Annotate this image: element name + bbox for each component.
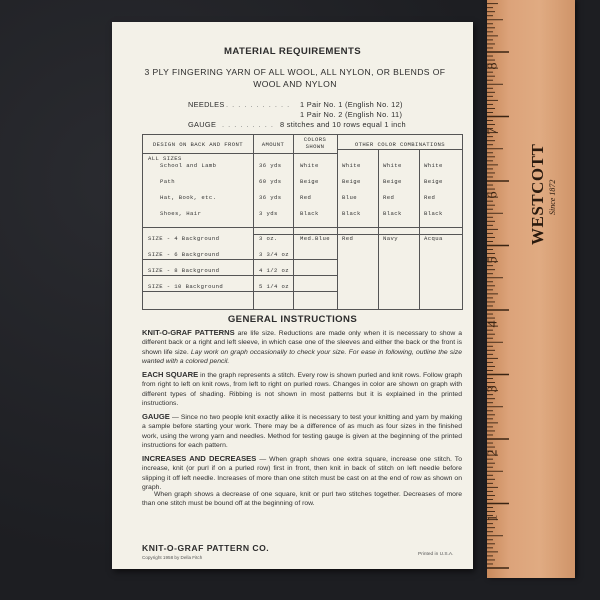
table-cell-design: Shoes, Hair xyxy=(160,210,202,217)
needles-value-2: 1 Pair No. 2 (English No. 11) xyxy=(300,110,403,119)
table-divider xyxy=(293,135,294,309)
paragraph-decreases xyxy=(142,490,462,509)
leader-dots: . . . . . . . . . xyxy=(222,120,274,129)
table-cell-color: Black xyxy=(424,210,443,217)
ruler-number: 4 xyxy=(485,320,501,328)
ruler-brand-logo xyxy=(528,143,558,245)
table-divider xyxy=(337,135,338,309)
paragraph-text: are life size. Reductions are made only when it is necessary to show a different back or a right and left sleeve, in which case one of the sleeves and either the back or the front is shown life size. xyxy=(142,330,462,356)
company-name: KNIT-O-GRAF PATTERN CO. xyxy=(142,543,270,553)
paragraph-text: When graph shows a decrease of one square, knit or purl two stitches together. Decreases of more than one stitch must be bound off at the beginning of row. xyxy=(142,491,462,508)
table-divider xyxy=(143,227,462,228)
table-divider xyxy=(253,135,254,309)
paragraph-patterns xyxy=(142,328,462,367)
header-amount: AMOUNT xyxy=(261,141,285,148)
header-other-colors: OTHER COLOR COMBINATIONS xyxy=(354,141,446,148)
leader-dots: . . . . . . . . . . . xyxy=(226,100,291,109)
ruler-number: 8 xyxy=(485,62,501,70)
table-cell-color: Red xyxy=(342,235,354,242)
table-cell-color: White xyxy=(383,162,402,169)
header-colors-shown: COLORS SHOWN xyxy=(303,136,327,150)
material-title: MATERIAL REQUIREMENTS xyxy=(223,46,362,57)
table-cell-amount: 3 3/4 oz xyxy=(259,251,290,258)
paragraph-text: in the graph represents a stitch. Every row is shown purled and knit rows. Follow graph from right to left on knit rows, from left to right on purled rows. Changes in color are shown on graph with different types of shading. Ribbing is not shown in most patterns but it is explained in the printed instructions. xyxy=(142,372,462,408)
gauge-line xyxy=(188,120,448,131)
paragraph-italic: Lay work on graph occasionally to check your size. For ease in following, outline the size wanted with a colored pencil. xyxy=(142,348,462,366)
table-cell-color: White xyxy=(342,162,361,169)
ruler-ticks xyxy=(487,0,575,578)
paragraph-increases xyxy=(142,454,462,493)
color-table xyxy=(142,134,463,310)
table-cell-color: Red xyxy=(300,194,312,201)
table-cell-design: School and Lamb xyxy=(160,162,217,169)
table-cell-color: Navy xyxy=(383,235,399,242)
table-cell-color: Red xyxy=(383,194,395,201)
ruler-number: 6 xyxy=(485,191,501,199)
brand-name: WESTCOTT xyxy=(528,143,547,245)
table-cell-amount: 60 yds xyxy=(259,178,282,185)
table-cell-design: SIZE - 10 Background xyxy=(148,283,224,290)
table-cell-amount: 36 yds xyxy=(259,162,282,169)
table-cell-color: Med.Blue xyxy=(300,235,331,242)
table-cell-design: SIZE - 4 Background xyxy=(148,235,220,242)
table-divider xyxy=(419,149,420,309)
table-cell-design: Path xyxy=(160,178,176,185)
brand-since: Since 1872 xyxy=(548,179,557,215)
table-cell-color: Blue xyxy=(342,194,358,201)
paragraph-heading: KNIT-O-GRAF PATTERNS xyxy=(142,328,235,337)
table-divider xyxy=(143,275,337,276)
table-cell-amount: 4 1/2 oz xyxy=(259,267,290,274)
ruler-number: 3 xyxy=(485,385,501,392)
gauge-value: 8 stitches and 10 rows equal 1 inch xyxy=(280,120,406,129)
ruler-number: 2 xyxy=(485,449,501,457)
table-cell-color: Black xyxy=(300,210,319,217)
paragraph-gauge xyxy=(142,412,462,451)
table-cell-color: Black xyxy=(342,210,361,217)
table-cell-color: Beige xyxy=(424,178,443,185)
table-cell-design: SIZE - 8 Background xyxy=(148,267,220,274)
paragraph-text: — Since no two people knit exactly alike it is necessary to test your knitting and yarn by making a sample before starting your work. There may be a difference of as much as four sizes in the finished work, using the wrong yarn and needles. Method for testing gauge is given at the beginning of the printed instructions for each pattern. xyxy=(142,414,462,450)
table-cell-design: Hat, Book, etc. xyxy=(160,194,217,201)
table-divider xyxy=(337,149,462,150)
table-cell-amount: 3 oz. xyxy=(259,235,278,242)
table-cell-color: Beige xyxy=(342,178,361,185)
table-cell-amount: 3 yds xyxy=(259,210,278,217)
paragraph-heading: GAUGE xyxy=(142,412,170,421)
needles-label: NEEDLES xyxy=(188,100,225,109)
table-cell-color: Beige xyxy=(300,178,319,185)
paragraph-heading: EACH SQUARE xyxy=(142,370,199,379)
table-cell-color: Acqua xyxy=(424,235,443,242)
pattern-sheet xyxy=(112,22,473,569)
table-divider xyxy=(143,259,337,260)
all-sizes-label: ALL SIZES xyxy=(148,155,182,162)
printed-in-text: Printed in U.S.A. xyxy=(418,552,454,557)
needles-value-1: 1 Pair No. 1 (English No. 12) xyxy=(300,100,403,109)
table-cell-color: White xyxy=(300,162,319,169)
table-divider xyxy=(143,291,337,292)
table-cell-color: Beige xyxy=(383,178,402,185)
ruler-number: 5 xyxy=(485,256,501,263)
table-divider xyxy=(143,153,337,154)
paragraph-each-square xyxy=(142,370,462,409)
gauge-label: GAUGE xyxy=(188,120,217,129)
table-cell-color: Black xyxy=(383,210,402,217)
table-cell-color: Red xyxy=(424,194,436,201)
table-cell-design: SIZE - 6 Background xyxy=(148,251,220,258)
instructions-title: GENERAL INSTRUCTIONS xyxy=(227,314,358,325)
yarn-description: 3 PLY FINGERING YARN OF ALL WOOL, ALL NYLON, OR BLENDS OF WOOL AND NYLON xyxy=(144,67,446,89)
ruler-number: 7 xyxy=(485,127,501,134)
table-cell-amount: 5 1/4 oz xyxy=(259,283,290,290)
table-divider xyxy=(378,149,379,309)
wooden-ruler xyxy=(487,0,575,578)
table-cell-amount: 36 yds xyxy=(259,194,282,201)
paragraph-heading: INCREASES AND DECREASES xyxy=(142,454,257,463)
table-cell-color: White xyxy=(424,162,443,169)
ruler-number: 1 xyxy=(485,514,501,521)
header-design: DESIGN ON BACK AND FRONT xyxy=(152,141,244,148)
copyright-text: Copyright 1958 by Della Fitch xyxy=(142,555,203,560)
paragraph-text: — When graph shows one extra square, increase one stitch. To increase, knit (or purl if on a purled row) first in front, then knit in back of stitch on left needle before slipping it off left needle. Increases of more than one stitch must be cast on at the end of row as shown on graph. xyxy=(142,456,462,492)
